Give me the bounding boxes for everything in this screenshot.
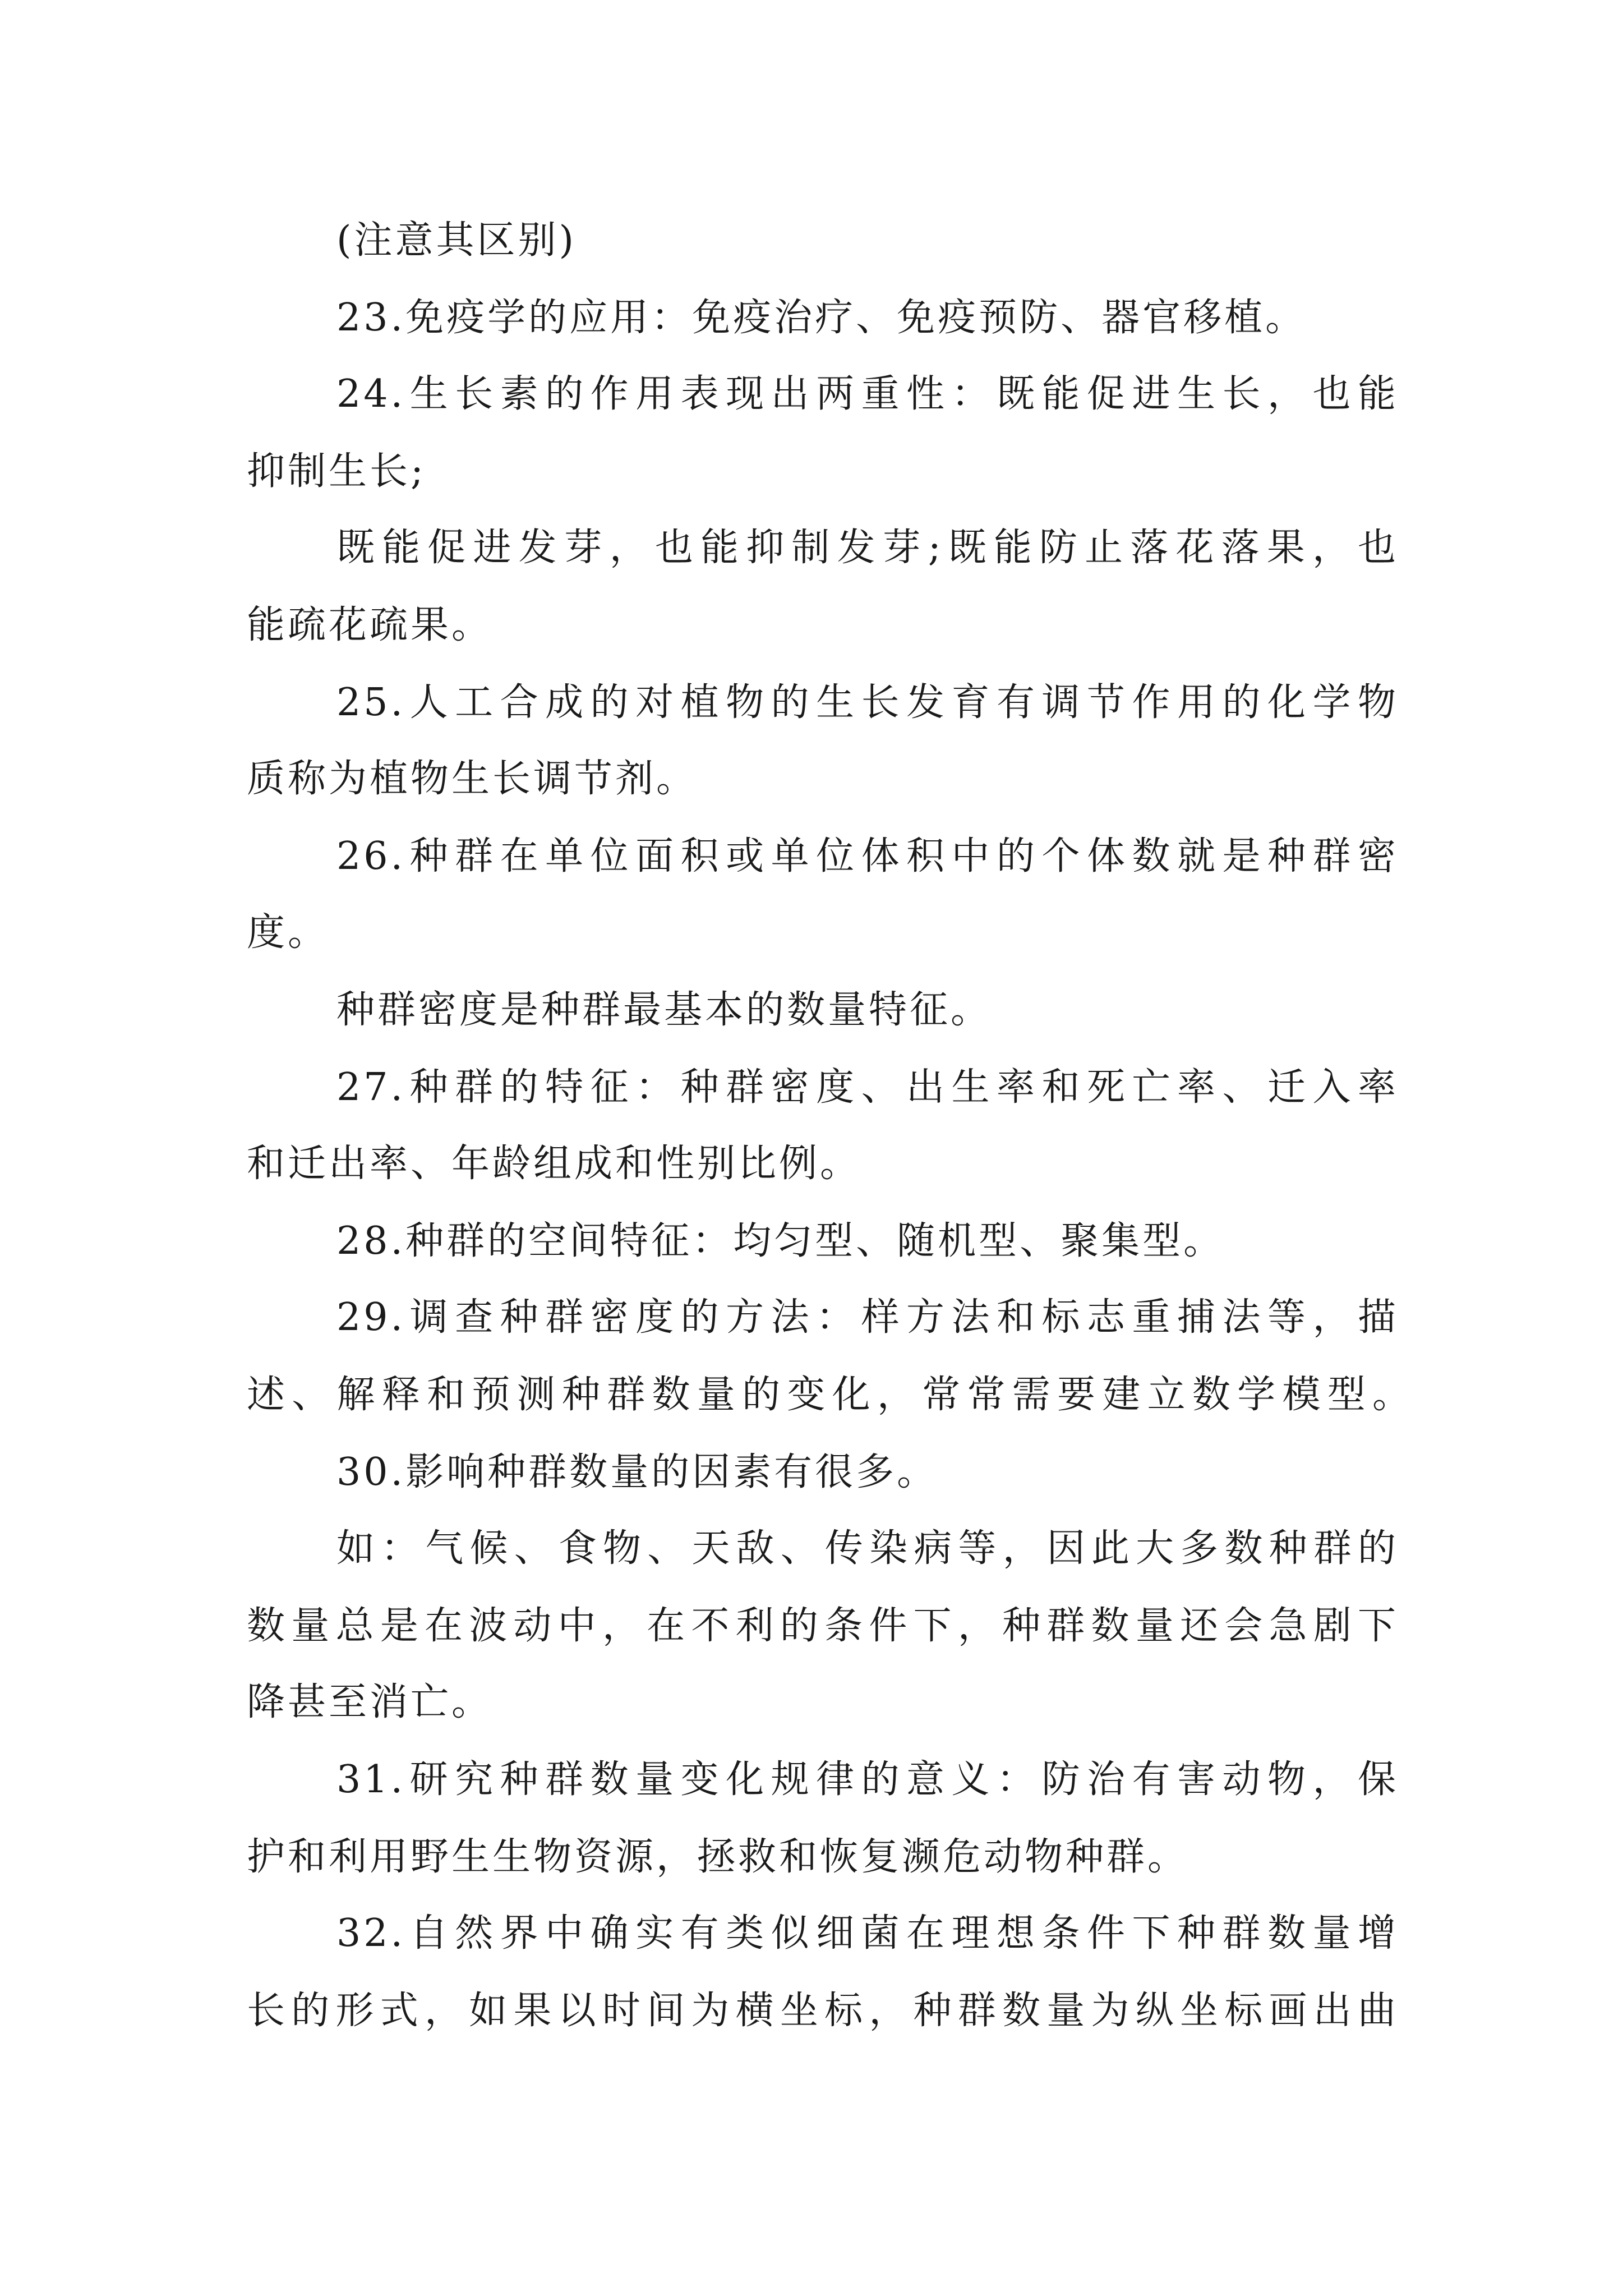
text-line: 23.免疫学的应用：免疫治疗、免疫预防、器官移植。 (336, 296, 1307, 340)
text-line: 如：气候、食物、天敌、传染病等，因此大多数种群的 (336, 1526, 1399, 1571)
text-line: 既能促进发芽，也能抑制发芽;既能防止落花落果，也 (336, 526, 1399, 570)
text-line: 护和利用野生生物资源，拯救和恢复濒危动物种群。 (247, 1835, 1189, 1879)
text-line: 能疏花疏果。 (247, 603, 493, 647)
text-line: 29.调查种群密度的方法：样方法和标志重捕法等，描 (336, 1295, 1399, 1340)
text-line: 28.种群的空间特征：均匀型、随机型、聚集型。 (336, 1219, 1225, 1263)
text-line: 30.影响种群数量的因素有很多。 (336, 1450, 938, 1494)
text-line: 长的形式，如果以时间为横坐标，种群数量为纵坐标画出曲 (247, 1989, 1399, 2033)
text-line: 27.种群的特征：种群密度、出生率和死亡率、迁入率 (336, 1065, 1399, 1110)
text-line: 31.研究种群数量变化规律的意义：防治有害动物，保 (336, 1757, 1399, 1802)
text-line: 度。 (247, 910, 329, 955)
text-line: 质称为植物生长调节剂。 (247, 757, 698, 801)
text-line: 32.自然界中确实有类似细菌在理想条件下种群数量增 (336, 1911, 1399, 1955)
text-line: 26.种群在单位面积或单位体积中的个体数就是种群密 (336, 834, 1399, 878)
text-line: 降甚至消亡。 (247, 1680, 493, 1724)
text-line: (注意其区别) (336, 218, 577, 263)
text-line: 和迁出率、年龄组成和性别比例。 (247, 1142, 861, 1186)
text-line: 抑制生长; (247, 449, 426, 494)
text-line: 数量总是在波动中，在不利的条件下，种群数量还会急剧下 (247, 1604, 1399, 1648)
text-line: 种群密度是种群最基本的数量特征。 (336, 988, 992, 1032)
text-line: 25.人工合成的对植物的生长发育有调节作用的化学物 (336, 680, 1399, 725)
text-line: 24.生长素的作用表现出两重性：既能促进生长，也能 (336, 372, 1399, 416)
text-line: 述、解释和预测种群数量的变化，常常需要建立数学模型。 (247, 1373, 1413, 1417)
